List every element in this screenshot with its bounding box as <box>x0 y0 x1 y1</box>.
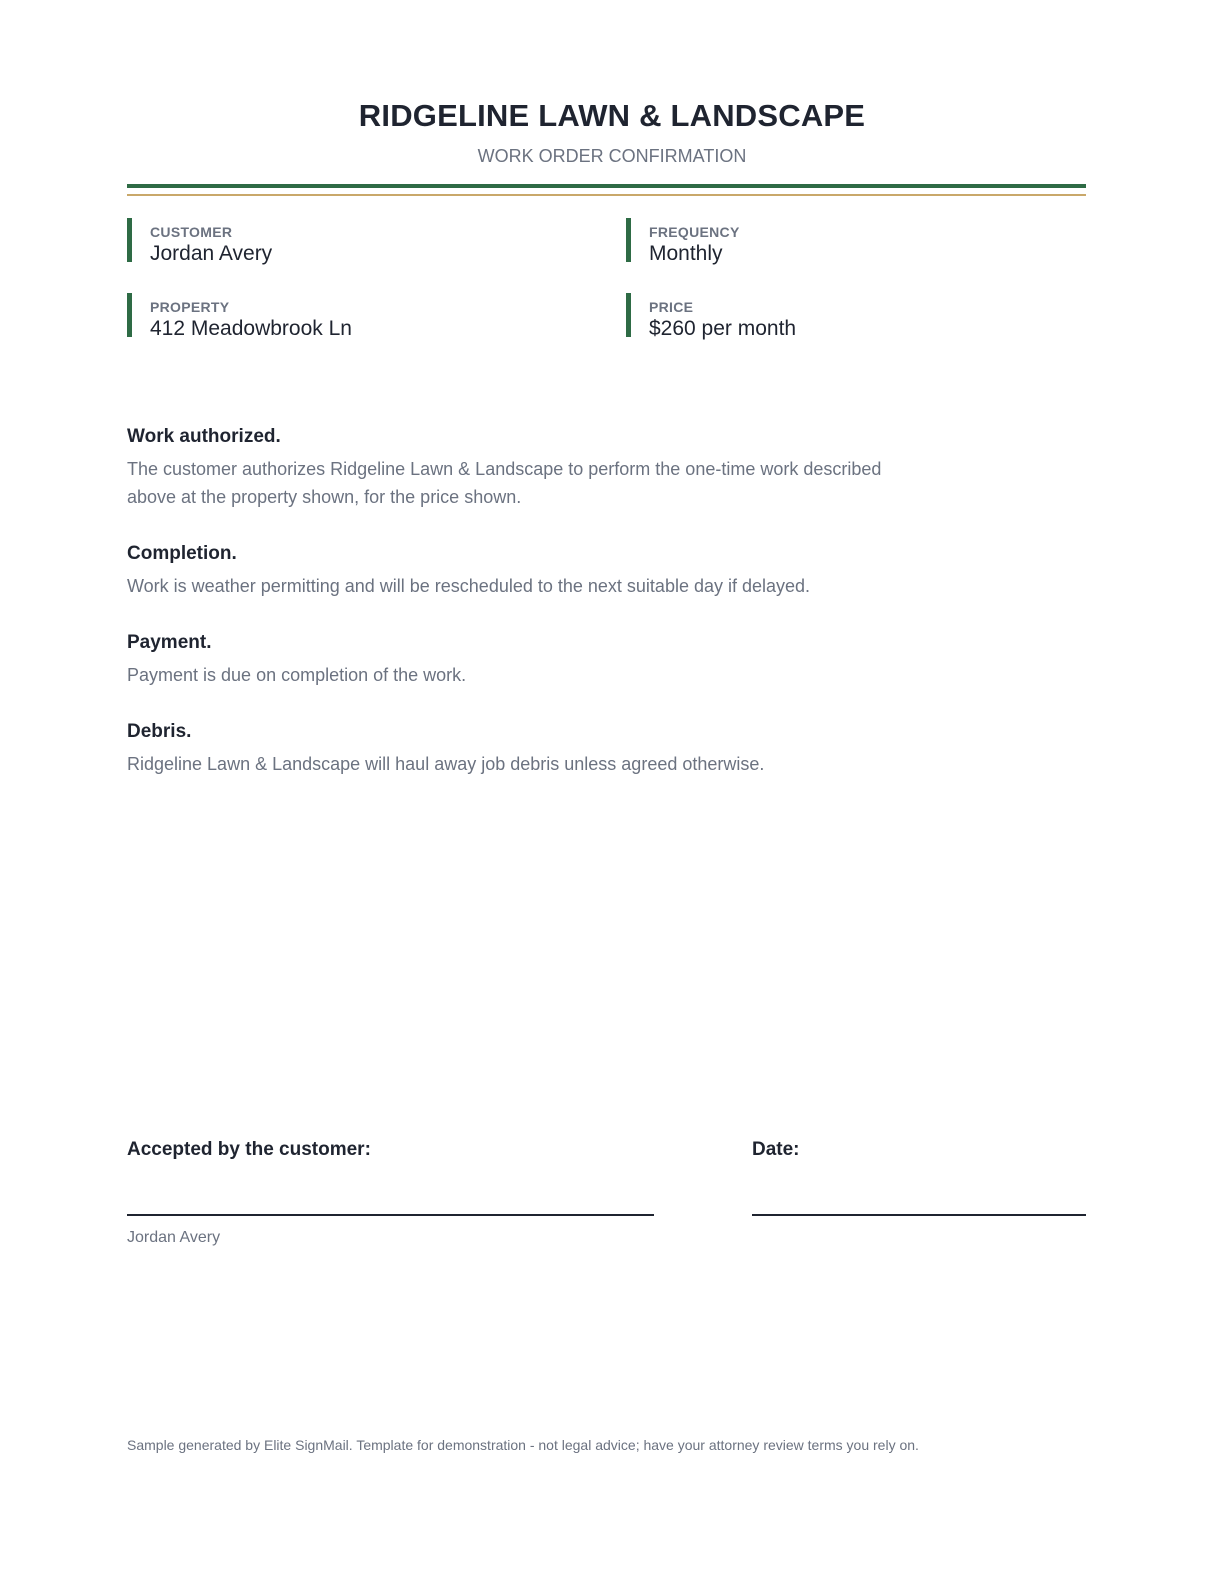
frequency-field <box>626 218 1026 265</box>
accepted-by-label: Accepted by the customer: <box>127 1139 371 1160</box>
clause-title: Payment. <box>127 632 212 653</box>
header-divider-green <box>127 184 1086 188</box>
clause-body: Work is weather permitting and will be rescheduled to the next suitable day if delayed. <box>127 576 811 596</box>
clause-title: Work authorized. <box>127 426 281 447</box>
clause-work-authorized <box>127 426 927 511</box>
document-title: WORK ORDER CONFIRMATION <box>477 146 747 166</box>
clause-body: The customer authorizes Ridgeline Lawn & Landscape to perform the one-time work described above at the property shown, for the price shown. <box>127 459 882 507</box>
customer-field <box>127 218 527 265</box>
clause-debris <box>127 721 927 778</box>
clause-payment <box>127 632 927 689</box>
customer-label: CUSTOMER <box>150 224 233 240</box>
signer-name: Jordan Avery <box>127 1229 221 1246</box>
clause-title: Completion. <box>127 543 237 564</box>
property-value: 412 Meadowbrook Ln <box>150 317 352 340</box>
clause-title: Debris. <box>127 721 192 742</box>
customer-value: Jordan Avery <box>150 242 273 265</box>
price-value: $260 per month <box>649 317 797 340</box>
property-label: PROPERTY <box>150 299 230 315</box>
footer-disclaimer: Sample generated by Elite SignMail. Template for demonstration - not legal advice; have your attorney review terms you rely on. <box>127 1437 919 1453</box>
date-signature-line[interactable] <box>752 1214 1086 1216</box>
clause-body: Payment is due on completion of the work. <box>127 665 467 685</box>
property-field <box>127 293 527 340</box>
clause-completion <box>127 543 927 600</box>
clause-body: Ridgeline Lawn & Landscape will haul away job debris unless agreed otherwise. <box>127 754 765 774</box>
customer-signature-line[interactable] <box>127 1214 654 1216</box>
price-field <box>626 293 1026 340</box>
price-label: PRICE <box>649 299 694 315</box>
frequency-label: FREQUENCY <box>649 224 740 240</box>
header-divider-gold <box>127 194 1086 196</box>
company-name: RIDGELINE LAWN & LANDSCAPE <box>358 98 866 133</box>
date-label: Date: <box>752 1139 800 1160</box>
frequency-value: Monthly <box>649 242 723 265</box>
